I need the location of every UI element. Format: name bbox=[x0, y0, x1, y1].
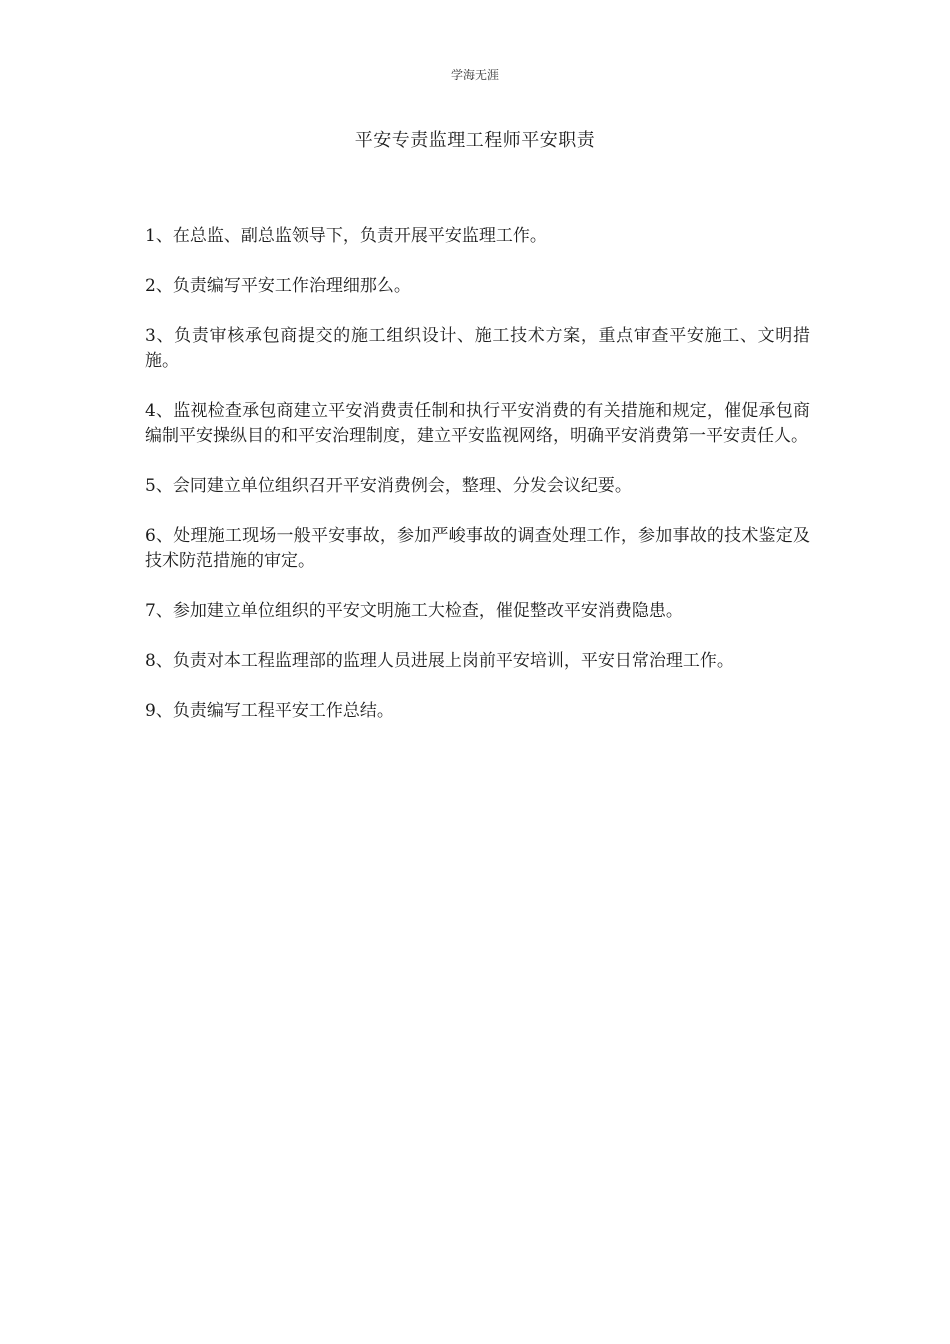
duty-item-1: 1、在总监、副总监领导下，负责开展平安监理工作。 bbox=[145, 226, 547, 246]
duty-item-6: 6、处理施工现场一般平安事故，参加严峻事故的调查处理工作，参加事故的技术鉴定及技术防范措施的审定。 bbox=[145, 526, 810, 571]
duty-item-8: 8、负责对本工程监理部的监理人员进展上岗前平安培训，平安日常治理工作。 bbox=[145, 651, 734, 671]
duty-item-3: 3、负责审核承包商提交的施工组织设计、施工技术方案，重点审查平安施工、文明措施。 bbox=[145, 326, 810, 371]
document-title: 平安专责监理工程师平安职责 bbox=[354, 130, 596, 151]
duty-item-9: 9、负责编写工程平安工作总结。 bbox=[145, 701, 394, 721]
duty-item-2: 2、负责编写平安工作治理细那么。 bbox=[145, 276, 411, 296]
duty-item-7: 7、参加建立单位组织的平安文明施工大检查，催促整改平安消费隐患。 bbox=[145, 601, 683, 621]
duty-list bbox=[145, 224, 810, 749]
duty-item-4: 4、监视检查承包商建立平安消费责任制和执行平安消费的有关措施和规定，催促承包商编制平安操纵目的和平安治理制度，建立平安监视网络，明确平安消费第一平安责任人。 bbox=[145, 401, 810, 446]
duty-item-5: 5、会同建立单位组织召开平安消费例会，整理、分发会议纪要。 bbox=[145, 476, 632, 496]
page-header: 学海无涯 bbox=[450, 68, 499, 82]
